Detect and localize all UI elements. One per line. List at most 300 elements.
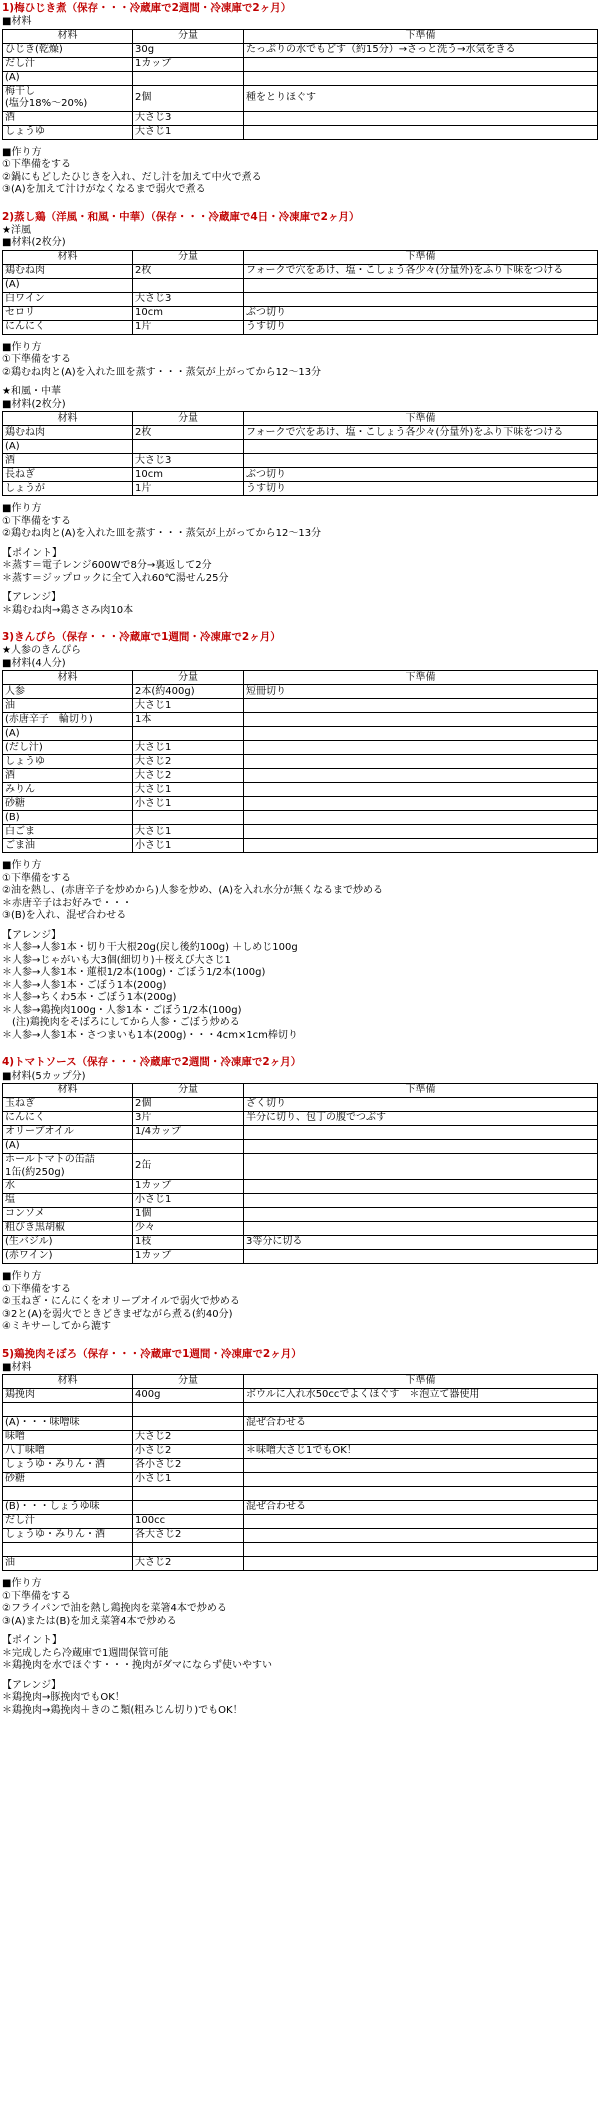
table-row	[3, 699, 598, 713]
table-row	[3, 1487, 598, 1501]
table-cell	[244, 755, 598, 769]
table-cell	[244, 111, 598, 125]
table-cell	[244, 57, 598, 71]
recipe-section	[2, 2, 597, 211]
recipe-section	[2, 211, 597, 632]
table-cell: 100cc	[133, 1515, 244, 1529]
instruction-line: ＊人参→鶏挽肉100g・人参1本・ごぼう1/2本(100g)	[2, 1004, 242, 1016]
table-cell	[244, 1431, 598, 1445]
table-row	[3, 811, 598, 825]
table-cell	[244, 1194, 598, 1208]
table-cell: しょうゆ	[3, 755, 133, 769]
table-cell: うす切り	[244, 320, 598, 334]
table-cell	[244, 1208, 598, 1222]
spacer	[2, 197, 597, 204]
table-cell: にんにく	[3, 320, 133, 334]
instruction-line: ＊鶏むね肉→鶏ささみ肉10本	[2, 604, 134, 616]
table-cell	[244, 783, 598, 797]
table-cell: 3片	[133, 1112, 244, 1126]
table-cell: しょうゆ・みりん・酒	[3, 1529, 133, 1543]
column-header: 分量	[133, 1084, 244, 1098]
table-row	[3, 1208, 598, 1222]
table-row	[3, 71, 598, 85]
table-cell: 1個	[133, 1208, 244, 1222]
table-row	[3, 264, 598, 278]
table-cell: 水	[3, 1180, 133, 1194]
instruction-line: ①下準備をする	[2, 1283, 71, 1295]
table-cell: 大さじ2	[133, 769, 244, 783]
table-row	[3, 1501, 598, 1515]
table-cell	[244, 1529, 598, 1543]
table-cell: 梅干し (塩分18%～20%)	[3, 85, 133, 111]
table-cell: 1本	[133, 713, 244, 727]
instruction-line: 【アレンジ】	[2, 929, 62, 941]
table-cell	[133, 1140, 244, 1154]
table-row	[3, 685, 598, 699]
table-cell: 砂糖	[3, 1473, 133, 1487]
column-header: 分量	[133, 671, 244, 685]
table-row	[3, 278, 598, 292]
table-cell	[244, 1126, 598, 1140]
spacer	[2, 585, 597, 592]
table-cell: 10cm	[133, 306, 244, 320]
spacer	[2, 204, 597, 211]
table-cell: しょうゆ・みりん・酒	[3, 1459, 133, 1473]
table-cell: 各小さじ2	[133, 1459, 244, 1473]
table-cell	[244, 1140, 598, 1154]
table-cell: 2個	[133, 85, 244, 111]
instruction-line: ④ミキサーしてから漉す	[2, 1321, 111, 1332]
ingredients-table	[2, 250, 598, 335]
table-cell: ごま油	[3, 839, 133, 853]
ingredients-table	[2, 1083, 598, 1264]
table-cell	[133, 1543, 244, 1557]
table-cell: 400g	[133, 1389, 244, 1403]
section-title: 3)きんぴら（保存・・・冷蔵庫で1週間・冷凍庫で2ヶ月）	[2, 631, 281, 644]
column-header: 材料	[3, 1084, 133, 1098]
table-cell: 2本(約400g)	[133, 685, 244, 699]
table-row	[3, 292, 598, 306]
table-cell	[244, 1473, 598, 1487]
table-cell: 塩	[3, 1194, 133, 1208]
instruction-line: ＊蒸す＝電子レンジ600Wで8分→裏返して2分	[2, 560, 212, 572]
table-cell: (赤唐辛子 輪切り)	[3, 713, 133, 727]
table-cell: 粗びき黒胡椒	[3, 1222, 133, 1236]
table-cell	[133, 1403, 244, 1417]
instruction-line: ③(B)を入れ、混ぜ合わせる	[2, 910, 127, 922]
ingredients-label: ■材料(4人分)	[2, 657, 66, 669]
table-cell: ざく切り	[244, 1098, 598, 1112]
table-row	[3, 797, 598, 811]
table-row	[3, 1098, 598, 1112]
table-cell	[133, 440, 244, 454]
instruction-line: ①下準備をする	[2, 354, 71, 366]
table-row	[3, 43, 598, 57]
spacer	[2, 617, 597, 624]
table-cell: 各大さじ2	[133, 1529, 244, 1543]
table-cell	[244, 699, 598, 713]
table-cell: 大さじ2	[133, 755, 244, 769]
spacer	[2, 140, 597, 147]
spacer	[2, 1042, 597, 1049]
table-cell: 大さじ3	[133, 111, 244, 125]
table-cell: 2個	[133, 1098, 244, 1112]
table-cell: 1カップ	[133, 57, 244, 71]
column-header: 材料	[3, 412, 133, 426]
column-header: 下準備	[244, 1084, 598, 1098]
table-cell	[133, 1487, 244, 1501]
table-cell: 2缶	[133, 1154, 244, 1180]
table-cell: フォークで穴をあけ、塩・こしょう各少々(分量外)をふり下味をつける	[244, 264, 598, 278]
table-row	[3, 713, 598, 727]
instruction-line: ＊鶏挽肉→豚挽肉でもOK！	[2, 1692, 125, 1704]
table-cell: 2枚	[133, 426, 244, 440]
variant-label: ★洋風	[2, 224, 31, 236]
table-cell: 鶏挽肉	[3, 1389, 133, 1403]
table-row	[3, 306, 598, 320]
table-cell: 玉ねぎ	[3, 1098, 133, 1112]
table-cell: 白ごま	[3, 825, 133, 839]
spacer	[2, 1334, 597, 1341]
table-cell: うす切り	[244, 482, 598, 496]
recipe-section	[2, 1056, 597, 1347]
table-cell	[244, 71, 598, 85]
instruction-line: ■作り方	[2, 341, 42, 353]
table-cell	[244, 1515, 598, 1529]
table-cell	[133, 811, 244, 825]
table-cell: (A)	[3, 71, 133, 85]
table-header-row	[3, 1375, 598, 1389]
table-row	[3, 57, 598, 71]
table-cell: しょうゆ	[3, 125, 133, 139]
table-row	[3, 85, 598, 111]
instruction-line: ＊鶏挽肉を水でほぐす・・・挽肉がダマにならず使いやすい	[2, 1660, 272, 1672]
table-cell: 味噌	[3, 1431, 133, 1445]
table-row	[3, 1389, 598, 1403]
spacer	[2, 1717, 597, 1724]
instruction-line: ①下準備をする	[2, 872, 71, 884]
instruction-line: ＊人参→ちくわ5本・ごぼう1本(200g)	[2, 992, 177, 1004]
table-row	[3, 1529, 598, 1543]
spacer	[2, 1571, 597, 1578]
table-cell	[3, 1403, 133, 1417]
table-cell: 1片	[133, 320, 244, 334]
instruction-line: ①下準備をする	[2, 515, 71, 527]
table-cell: 1/4カップ	[133, 1126, 244, 1140]
table-row	[3, 454, 598, 468]
table-cell: 大さじ3	[133, 454, 244, 468]
table-cell: 1枝	[133, 1236, 244, 1250]
table-cell	[244, 811, 598, 825]
table-cell: 2枚	[133, 264, 244, 278]
table-row	[3, 741, 598, 755]
instruction-line: ②玉ねぎ・にんにくをオリーブオイルで弱火で炒める	[2, 1296, 240, 1307]
ingredients-label: ■材料	[2, 16, 32, 28]
table-cell: たっぷりの水でもどす（約15分）→さっと洗う→水気をきる	[244, 43, 598, 57]
table-cell	[244, 1487, 598, 1501]
table-cell	[244, 1250, 598, 1264]
instruction-line: ■作り方	[2, 503, 42, 515]
table-cell: 大さじ1	[133, 741, 244, 755]
table-row	[3, 1417, 598, 1431]
instruction-line: 【アレンジ】	[2, 592, 62, 604]
table-cell: だし汁	[3, 57, 133, 71]
table-cell	[133, 1501, 244, 1515]
column-header: 分量	[133, 29, 244, 43]
section-title: 2)蒸し鶏（洋風・和風・中華）（保存・・・冷蔵庫で4日・冷凍庫で2ヶ月）	[2, 210, 360, 223]
table-cell: 大さじ3	[133, 292, 244, 306]
table-cell: ボウルに入れ水50ccでよくほぐす ＊泡立て器使用	[244, 1389, 598, 1403]
table-cell	[3, 1487, 133, 1501]
table-cell	[244, 292, 598, 306]
ingredients-label: ■材料(2枚分)	[2, 237, 66, 249]
column-header: 分量	[133, 1375, 244, 1389]
table-cell	[244, 125, 598, 139]
spacer	[2, 1673, 597, 1680]
column-header: 分量	[133, 250, 244, 264]
table-cell	[244, 839, 598, 853]
table-cell: 小さじ2	[133, 1445, 244, 1459]
table-cell	[133, 278, 244, 292]
table-cell	[133, 71, 244, 85]
table-cell: にんにく	[3, 1112, 133, 1126]
table-cell: 白ワイン	[3, 292, 133, 306]
table-cell: (生バジル)	[3, 1236, 133, 1250]
instruction-line: 【アレンジ】	[2, 1679, 62, 1691]
table-row	[3, 440, 598, 454]
section-title: 1)梅ひじき煮（保存・・・冷蔵庫で2週間・冷凍庫で2ヶ月）	[2, 2, 292, 14]
table-cell	[244, 797, 598, 811]
table-cell: ホールトマトの缶詰 1缶(約250g)	[3, 1154, 133, 1180]
table-cell: 鶏むね肉	[3, 264, 133, 278]
instruction-line: 【ポイント】	[2, 1635, 62, 1647]
table-row	[3, 482, 598, 496]
table-row	[3, 1473, 598, 1487]
column-header: 下準備	[244, 412, 598, 426]
instruction-line: ＊人参→人参1本・蓮根1/2本(100g)・ごぼう1/2本(100g)	[2, 967, 266, 979]
instruction-line: ②鍋にもどしたひじきを入れ、だし汁を加えて中火で煮る	[2, 171, 262, 183]
column-header: 材料	[3, 250, 133, 264]
table-cell: (A)	[3, 727, 133, 741]
table-cell	[244, 769, 598, 783]
table-cell: セロリ	[3, 306, 133, 320]
table-cell	[244, 1403, 598, 1417]
instruction-line: ＊人参→人参1本・切り干大根20g(戻し後約100g) ＋しめじ100g	[2, 942, 298, 954]
column-header: 下準備	[244, 671, 598, 685]
table-cell: 酒	[3, 769, 133, 783]
instruction-line: (注)鶏挽肉をそぼろにしてから人参・ごぼう炒める	[2, 1017, 240, 1029]
table-header-row	[3, 671, 598, 685]
table-cell: 鶏むね肉	[3, 426, 133, 440]
table-cell: フォークで穴をあけ、塩・こしょう各少々(分量外)をふり下味をつける	[244, 426, 598, 440]
table-row	[3, 1557, 598, 1571]
instruction-line: ②鶏むね肉と(A)を入れた皿を蒸す・・・蒸気が上がってから12～13分	[2, 366, 322, 378]
instruction-line: ③2と(A)を弱火でときどきまぜながら煮る(約40分)	[2, 1308, 233, 1320]
table-cell: 小さじ1	[133, 1473, 244, 1487]
section-title: 4)トマトソース（保存・・・冷蔵庫で2週間・冷凍庫で2ヶ月）	[2, 1056, 302, 1069]
table-row	[3, 468, 598, 482]
table-cell: コンソメ	[3, 1208, 133, 1222]
instruction-line: ③(A)を加えて汁けがなくなるまで弱火で煮る	[2, 184, 206, 196]
table-cell: ひじき(乾燥)	[3, 43, 133, 57]
ingredients-table	[2, 411, 598, 496]
table-cell: (A)・・・味噌味	[3, 1417, 133, 1431]
table-row	[3, 1515, 598, 1529]
table-row	[3, 1194, 598, 1208]
table-cell: 大さじ2	[133, 1557, 244, 1571]
table-cell	[244, 741, 598, 755]
column-header: 下準備	[244, 250, 598, 264]
table-cell: 大さじ1	[133, 699, 244, 713]
table-cell: 小さじ1	[133, 839, 244, 853]
table-cell: 1カップ	[133, 1180, 244, 1194]
table-cell	[244, 1459, 598, 1473]
instruction-line: ①下準備をする	[2, 159, 71, 171]
table-cell: 3等分に切る	[244, 1236, 598, 1250]
instruction-line: ■作り方	[2, 146, 42, 158]
spacer	[2, 923, 597, 930]
table-row	[3, 1250, 598, 1264]
table-row	[3, 1222, 598, 1236]
table-cell: (A)	[3, 1140, 133, 1154]
table-row	[3, 1112, 598, 1126]
table-cell: (B)・・・しょうゆ味	[3, 1501, 133, 1515]
column-header: 材料	[3, 671, 133, 685]
instruction-line: 【ポイント】	[2, 547, 62, 559]
table-cell	[244, 278, 598, 292]
instruction-line: ＊蒸す＝ジップロックに全て入れ60℃湯せん25分	[2, 572, 229, 584]
recipe-section	[2, 1348, 597, 1732]
table-cell: (A)	[3, 440, 133, 454]
instruction-line: ＊人参→人参1本・ごぼう1本(200g)	[2, 979, 167, 991]
ingredients-table	[2, 29, 598, 140]
column-header: 下準備	[244, 29, 598, 43]
table-row	[3, 426, 598, 440]
instruction-line: ②油を熱し、(赤唐辛子を炒めから)人参を炒め、(A)を入れ水分が無くなるまで炒める	[2, 885, 384, 897]
table-header-row	[3, 412, 598, 426]
table-cell: (A)	[3, 278, 133, 292]
instruction-line: ■作り方	[2, 1271, 42, 1282]
table-cell	[133, 727, 244, 741]
column-header: 下準備	[244, 1375, 598, 1389]
table-row	[3, 755, 598, 769]
table-cell: 半分に切り、包丁の腹でつぶす	[244, 1112, 598, 1126]
table-cell	[244, 1557, 598, 1571]
recipe-section	[2, 631, 597, 1056]
table-row	[3, 1445, 598, 1459]
spacer	[2, 853, 597, 860]
table-cell: 大さじ2	[133, 1431, 244, 1445]
table-cell: 少々	[133, 1222, 244, 1236]
table-cell: 短冊切り	[244, 685, 598, 699]
table-cell: 1片	[133, 482, 244, 496]
table-cell	[3, 1543, 133, 1557]
ingredients-label: ■材料	[2, 1361, 32, 1373]
table-cell	[244, 454, 598, 468]
table-cell: 小さじ1	[133, 797, 244, 811]
table-row	[3, 1431, 598, 1445]
table-cell: しょうが	[3, 482, 133, 496]
instruction-line: ■作り方	[2, 1578, 42, 1590]
table-row	[3, 1403, 598, 1417]
variant-label: ★人参のきんぴら	[2, 645, 81, 657]
table-cell: 大さじ1	[133, 825, 244, 839]
column-header: 材料	[3, 29, 133, 43]
table-row	[3, 839, 598, 853]
table-row	[3, 1126, 598, 1140]
table-cell: 混ぜ合わせる	[244, 1417, 598, 1431]
table-cell	[244, 1543, 598, 1557]
table-cell: 10cm	[133, 468, 244, 482]
table-row	[3, 125, 598, 139]
table-row	[3, 111, 598, 125]
instruction-line: ①下準備をする	[2, 1590, 71, 1602]
table-cell: 酒	[3, 111, 133, 125]
ingredients-table	[2, 1374, 598, 1571]
table-cell: (赤ワイン)	[3, 1250, 133, 1264]
instruction-line: ＊鶏挽肉→鶏挽肉＋きのこ類(粗みじん切り)でもOK！	[2, 1704, 243, 1716]
ingredients-table	[2, 670, 598, 853]
spacer	[2, 379, 597, 386]
table-cell: ぶつ切り	[244, 468, 598, 482]
table-cell	[244, 440, 598, 454]
table-cell	[244, 713, 598, 727]
table-header-row	[3, 1084, 598, 1098]
table-row	[3, 1459, 598, 1473]
table-cell: 種をとりほぐす	[244, 85, 598, 111]
table-row	[3, 320, 598, 334]
table-row	[3, 1543, 598, 1557]
spacer	[2, 541, 597, 548]
table-row	[3, 1140, 598, 1154]
table-cell: 油	[3, 699, 133, 713]
table-cell: 大さじ1	[133, 125, 244, 139]
ingredients-label: ■材料(5カップ分)	[2, 1070, 86, 1082]
table-cell	[244, 727, 598, 741]
table-cell: 長ねぎ	[3, 468, 133, 482]
table-row	[3, 1180, 598, 1194]
table-row	[3, 1154, 598, 1180]
column-header: 材料	[3, 1375, 133, 1389]
table-cell: 小さじ1	[133, 1194, 244, 1208]
table-cell: 人参	[3, 685, 133, 699]
instruction-line: ＊人参→人参1本・さつまいも1本(200g)・・・4cm×1cm棒切り	[2, 1029, 298, 1041]
instruction-line: ■作り方	[2, 860, 42, 872]
table-cell	[244, 1222, 598, 1236]
table-cell	[244, 825, 598, 839]
instruction-line: ＊人参→じゃがいも大3個(細切り)＋桜えび大さじ1	[2, 954, 231, 966]
table-cell: (B)	[3, 811, 133, 825]
column-header: 分量	[133, 412, 244, 426]
spacer	[2, 1264, 597, 1271]
spacer	[2, 335, 597, 342]
ingredients-label: ■材料(2枚分)	[2, 398, 66, 410]
table-cell: だし汁	[3, 1515, 133, 1529]
table-header-row	[3, 250, 598, 264]
table-header-row	[3, 29, 598, 43]
table-row	[3, 769, 598, 783]
table-cell: オリーブオイル	[3, 1126, 133, 1140]
table-cell	[133, 1417, 244, 1431]
table-cell: 砂糖	[3, 797, 133, 811]
table-cell: 混ぜ合わせる	[244, 1501, 598, 1515]
table-row	[3, 1236, 598, 1250]
spacer	[2, 1341, 597, 1348]
table-cell	[244, 1154, 598, 1180]
instruction-line: ③(A)または(B)を加え菜箸4本で炒める	[2, 1615, 177, 1627]
table-cell: ぶつ切り	[244, 306, 598, 320]
table-cell: 酒	[3, 454, 133, 468]
